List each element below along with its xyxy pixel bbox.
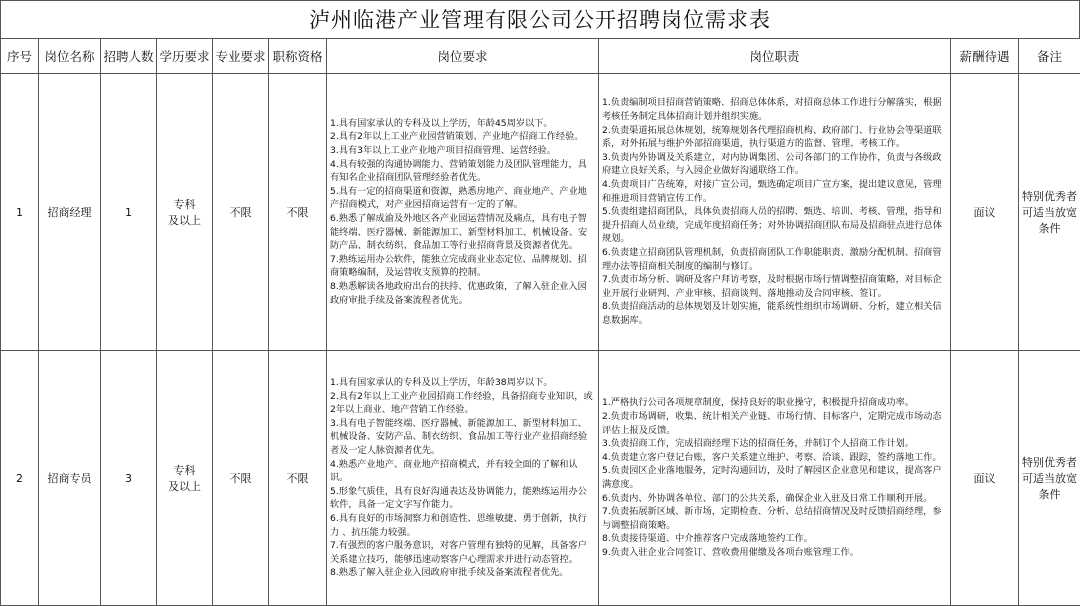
duty-item: 1.严格执行公司各项规章制度，保持良好的职业操守，积极提升招商成功率。 [602,397,914,409]
row-requirements [327,351,599,606]
row-salary: 面议 [951,74,1019,351]
requirement-item: 4.具有较强的沟通协调能力、营销策划能力及团队管理能力，具有知名企业招商团队管理经验者优先。 [330,158,587,184]
duty-item: 2.负责市场调研，收集、统计相关产业链、市场行情、目标客户，定期完成市场动态评估上报及反馈。 [602,411,942,436]
duty-item: 8.负责招商活动的总体规划及计划实施，能系统性组织市场调研、分析，建立相关信息数据库。 [602,301,942,326]
header-no: 序号 [1,39,39,74]
job-table [0,38,1080,606]
requirement-item: 6.具有良好的市场洞察力和创造性、思维敏捷、勇于创新，执行力 、抗压能力较强。 [330,512,587,538]
requirement-item: 5.具有一定的招商渠道和资源，熟悉房地产、商业地产、产业地产招商模式，对产业园招商运营有一定的了解。 [330,185,587,211]
duty-item: 9.负责入驻企业合同签订、营收费用催缴及各项台账管理工作。 [602,546,859,558]
table-row [1,351,1080,606]
row-title-req: 不限 [269,74,327,351]
requirement-item: 8.熟悉解读各地政府出台的扶持、优惠政策，了解入驻企业入园政府审批手续及备案流程者优先。 [330,280,587,306]
row-major: 不限 [213,74,269,351]
header-row [1,39,1080,74]
row-position: 招商经理 [39,74,101,351]
row-requirements [327,74,599,351]
requirement-item: 5.形象气质佳，具有良好沟通表达及协调能力，能熟练运用办公软件，具备一定文字写作能力。 [330,485,587,511]
duty-item: 3.负责招商工作，完成招商经理下达的招商任务，并制订个人招商工作计划。 [602,438,914,450]
duty-item: 1.负责编制项目招商营销策略、招商总体体系，对招商总体工作进行分解落实，根据考核任务制定具体招商计划并组织实施。 [602,97,942,123]
requirement-item: 8.熟悉了解入驻企业入园政府审批手续及备案流程者优先。 [330,567,569,579]
row-duties [599,351,951,606]
requirement-item: 1.具有国家承认的专科及以上学历，年龄45周岁以下。 [330,117,553,129]
header-title-req: 职称资格 [269,39,327,74]
requirement-item: 4.熟悉产业地产、商业地产招商模式，并有较全面的了解和认识。 [330,458,578,484]
duty-item: 3.负责内外协调及关系建立，对内协调集团、公司各部门的工作协作，负责与各级政府建立良好关系，与入园企业做好沟通联络工作。 [602,151,942,177]
row-position: 招商专员 [39,351,101,606]
header-requirements: 岗位要求 [327,39,599,74]
row-education: 专科 及以上 [157,74,213,351]
duty-item: 6.负责内、外协调各单位、部门的公共关系，确保企业入驻及日常工作顺利开展。 [602,492,933,504]
duty-item: 5.负责园区企业落地服务，定时沟通回访，及时了解园区企业意见和建议，提高客户满意度。 [602,465,942,490]
row-salary: 面议 [951,351,1019,606]
duty-item: 8.负责接待渠道、中介推荐客户完成落地签约工作。 [602,533,813,545]
row-note: 特别优秀者可适当放宽条件 [1019,351,1080,606]
header-salary: 薪酬待遇 [951,39,1019,74]
row-major: 不限 [213,351,269,606]
row-count: 1 [101,74,157,351]
duty-item: 4.负责建立客户登记台账，客户关系建立维护、考察、洽谈、跟踪，签约落地工作。 [602,451,942,463]
duty-item: 7.负责拓展新区域、新市场，定期检查、分析、总结招商情况及时反馈招商经理，参与调整招商策略。 [602,506,942,531]
requirement-item: 3.具有3年以上工业产业地产项目招商管理、运营经验。 [330,145,556,157]
duty-item: 7.负责市场分析、调研及客户拜访考察，及时根据市场行情调整招商策略，对目标企业开展行业研判、产业审核、招商谈判、落地推动及合同审核、签订。 [602,274,942,299]
table-row [1,74,1080,351]
row-no: 1 [1,74,39,351]
header-duties: 岗位职责 [599,39,951,74]
header-position: 岗位名称 [39,39,101,74]
requirement-item: 2.具有2年以上工业产业园营销策划、产业地产招商工作经验。 [330,131,584,143]
header-education: 学历要求 [157,39,213,74]
header-count: 招聘人数 [101,39,157,74]
row-education: 专科 及以上 [157,351,213,606]
duty-item: 5.负责组建招商团队，具体负责招商人员的招聘、甄选、培训、考核、管理，指导和提升招商人员业绩，完成年度招商任务；对外协调招商团队布局及招商驻点进行总体规划。 [602,206,942,245]
requirement-item: 2.具有2年以上工业产业园招商工作经验，具备招商专业知识，或2年以上商业、地产营销工作经验。 [330,390,593,416]
row-count: 3 [101,351,157,606]
duty-item: 4.负责项目广告统筹，对接广宣公司，甄选确定项目广宣方案，提出建议意见，管理和推进项目营销宣传工作。 [602,179,942,204]
duty-item: 2.负责渠道拓展总体规划，统筹规划各代理招商机构、政府部门、行业协会等渠道联系，对外拓展与维护外部招商渠道，执行渠道方的监督、管理、考核工作。 [602,124,942,150]
header-major: 专业要求 [213,39,269,74]
header-note: 备注 [1019,39,1080,74]
row-no: 2 [1,351,39,606]
row-note: 特别优秀者可适当放宽条件 [1019,74,1080,351]
row-title-req: 不限 [269,351,327,606]
requirement-item: 7.有强烈的客户服务意识，对客户管理有独特的见解，具备客户关系建立技巧，能够迅速动察客户心理需求并进行动态管控。 [330,540,587,565]
requirement-item: 7.熟练运用办公软件，能独立完成商业业态定位、品牌规划、招商策略编制，及运营收支预算的控制。 [330,253,587,279]
duty-item: 6.负责建立招商团队管理机制，负责招商团队工作职能职责、激励分配机制、招商管理办法等招商相关制度的编制与修订。 [602,246,942,272]
page-title: 泸州临港产业管理有限公司公开招聘岗位需求表 [0,0,1080,38]
requirement-item: 3.具有电子智能终端、医疗器械、新能源加工、新型材料加工、机械设备、安防产品、制衣纺织、食品加工等行业产业招商经验者及一定人脉资源者优先。 [330,417,588,457]
requirement-item: 6.熟悉了解成渝及外地区各产业园运营情况及痛点，具有电子智能终端、医疗器械、新能源加工、新型材料加工、机械设备、安防产品、制衣纺织、食品加工等行业招商背景及资源者优先。 [330,213,588,252]
requirement-item: 1.具有国家承认的专科及以上学历，年龄38周岁以下。 [330,377,553,389]
row-duties [599,74,951,351]
